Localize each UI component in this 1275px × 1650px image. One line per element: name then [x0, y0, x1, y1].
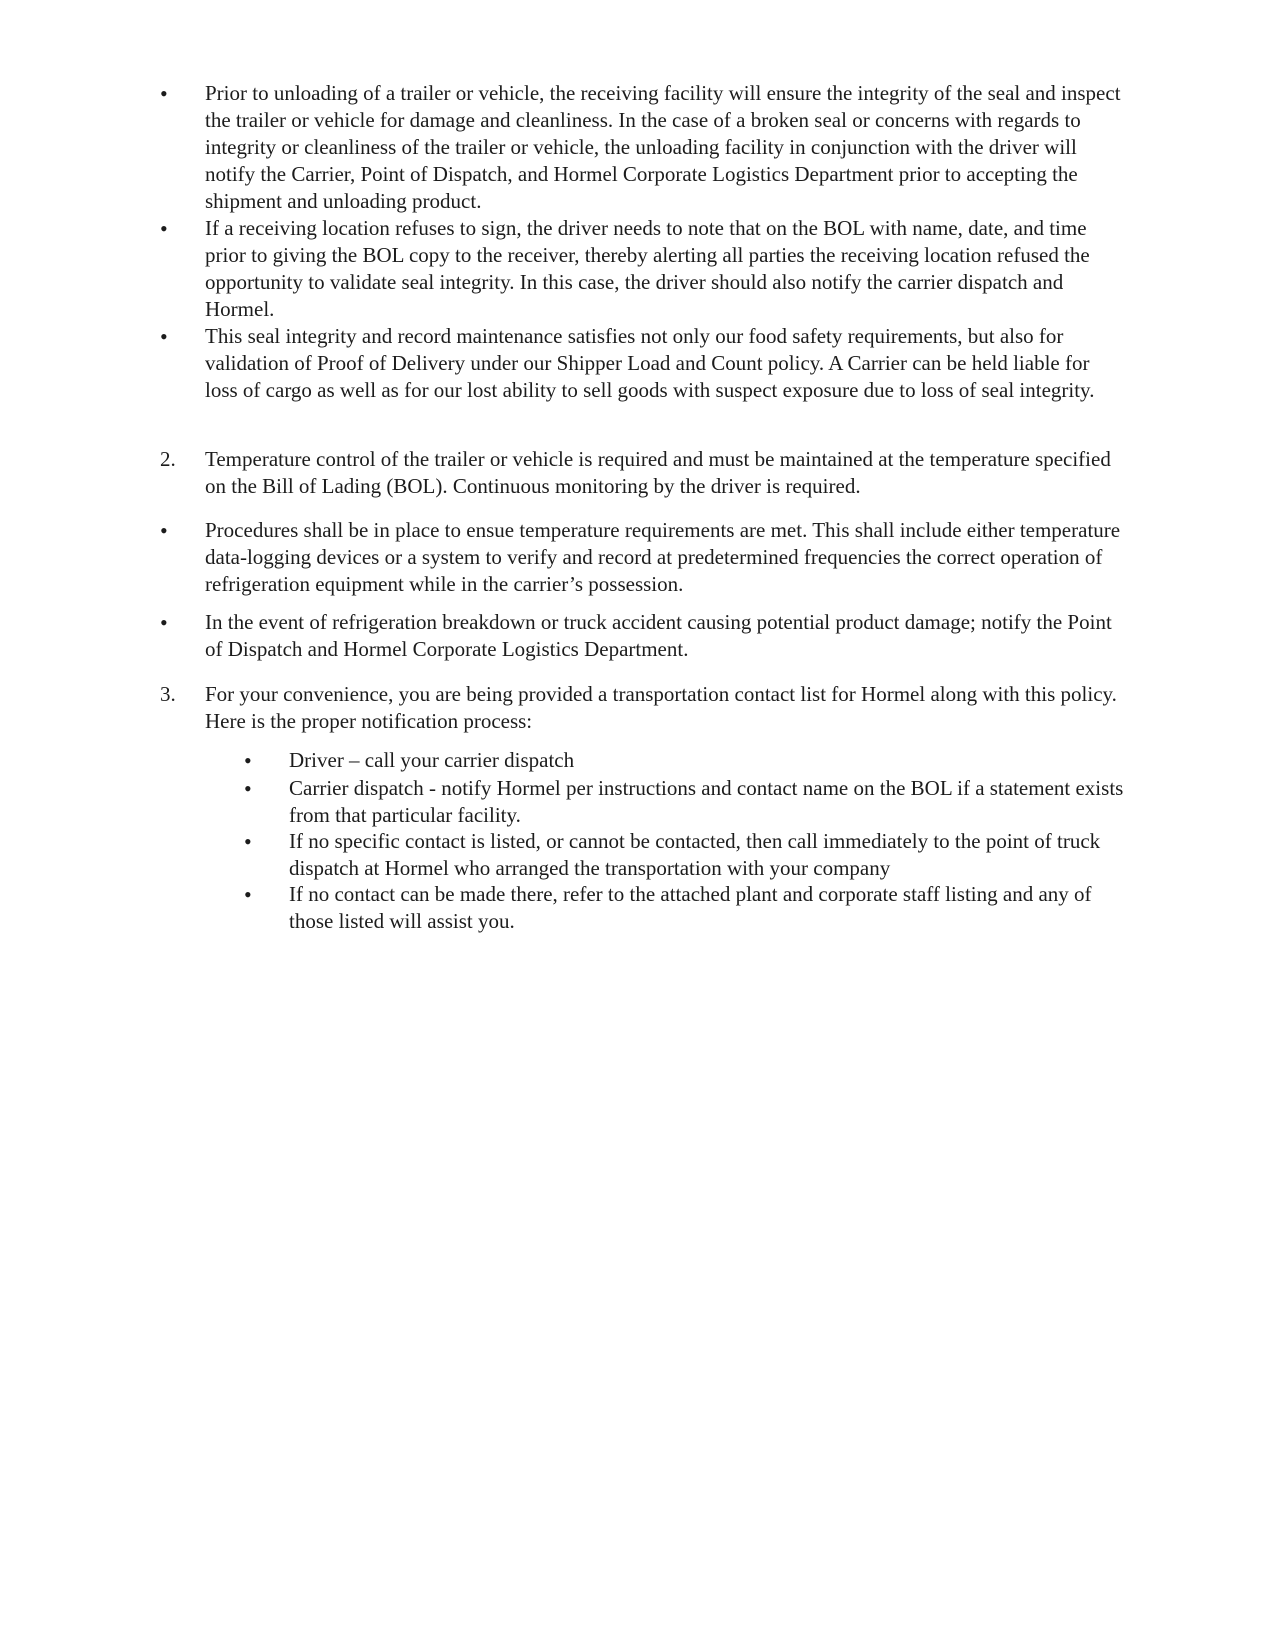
paragraph-text: Prior to unloading of a trailer or vehicle, the receiving facility will ensure the integrity of the seal and inspect the trailer or vehicle for damage and cleanliness. In the case of a broken seal or concerns with regards to integrity or cleanliness of the trailer or vehicle, the unloading facility in conjunction with the driver will notify the Carrier, Point of Dispatch, and Hormel Corporate Logistics Department prior to accepting the shipment and unloading product. [205, 81, 1121, 213]
paragraph-text: This seal integrity and record maintenance satisfies not only our food safety requirements, but also for validation of Proof of Delivery under our Shipper Load and Count policy. A Carrier can be held liable for loss of cargo as well as for our lost ability to sell goods with suspect exposure due to loss of seal integrity. [205, 324, 1095, 402]
list-item [160, 609, 1126, 663]
notification-step [244, 881, 1126, 935]
list-item [160, 323, 1126, 404]
paragraph-text: Procedures shall be in place to ensue temperature requirements are met. This shall include either temperature data-logging devices or a system to verify and record at predetermined frequencies the correct operation of refrigeration equipment while in the carrier’s possession. [205, 518, 1121, 596]
bullet-icon [160, 517, 194, 545]
list-item [160, 517, 1126, 598]
paragraph-text: If a receiving location refuses to sign, the driver needs to note that on the BOL with name, date, and time prior to giving the BOL copy to the receiver, thereby alerting all parties the receiving location refused the opportunity to validate seal integrity. In this case, the driver should also notify the carrier dispatch and Hormel. [205, 216, 1090, 321]
bullet-icon [160, 323, 194, 351]
list-item [160, 80, 1126, 215]
notification-step [244, 828, 1126, 882]
step-text: If no specific contact is listed, or cannot be contacted, then call immediately to the point of truck dispatch at Hormel who arranged the transportation with your company [289, 829, 1101, 880]
paragraph-text: For your convenience, you are being provided a transportation contact list for Hormel along with this policy. Here is the proper notification process: [205, 682, 1117, 733]
notification-step [244, 775, 1126, 829]
bullet-icon [244, 828, 278, 856]
bullet-icon [160, 80, 194, 108]
bullet-icon [160, 609, 194, 637]
paragraph-text: Temperature control of the trailer or vehicle is required and must be maintained at the temperature specified on the Bill of Lading (BOL). Continuous monitoring by the driver is required. [205, 447, 1111, 498]
item-number: 2. [160, 447, 176, 471]
numbered-item-3 [160, 681, 1126, 735]
list-item [160, 215, 1126, 323]
bullet-icon [160, 215, 194, 243]
item-number: 3. [160, 682, 176, 706]
step-text: If no contact can be made there, refer to the attached plant and corporate staff listing and any of those listed will assist you. [289, 882, 1092, 933]
bullet-icon [244, 881, 278, 909]
numbered-item-2 [160, 446, 1126, 500]
step-text: Carrier dispatch - notify Hormel per instructions and contact name on the BOL if a statement exists from that particular facility. [289, 776, 1124, 827]
notification-step [244, 747, 1126, 774]
paragraph-text: In the event of refrigeration breakdown or truck accident causing potential product damage; notify the Point of Dispatch and Hormel Corporate Logistics Department. [205, 610, 1112, 661]
step-text: Driver – call your carrier dispatch [289, 748, 575, 772]
bullet-icon [244, 747, 278, 775]
bullet-icon [244, 775, 278, 803]
